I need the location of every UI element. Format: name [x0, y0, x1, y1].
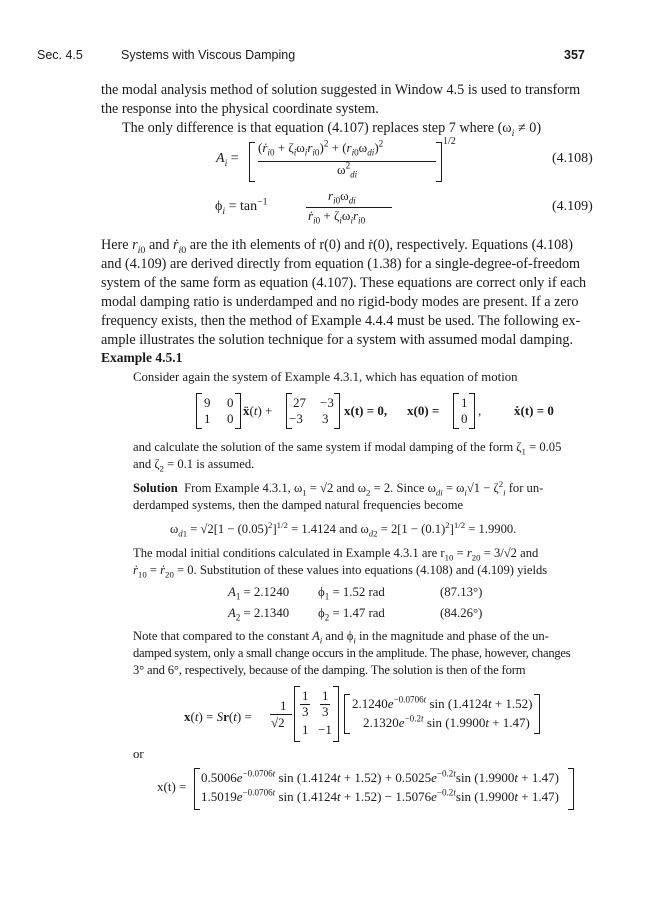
S-31: 1: [302, 722, 309, 737]
mass-matrix-bracket-left: [196, 393, 202, 429]
para1-line-1: Here $r_{i0}$ and ṙ$_{i0}$ are the ith elements of r(0) and ṙ(0), respectively. Equations (4.108): [101, 237, 573, 256]
equation-4-109: $\phi_i = \tan^{-1}$: [215, 196, 268, 217]
or-label: or: [133, 747, 144, 761]
intro-line-3: The only difference is that equation (4.107) replaces step 7 where $(\omega_i \ne 0)$: [122, 120, 542, 139]
xdot0: ẋ(t) = 0: [514, 403, 554, 418]
stiffness-bracket-right: [334, 393, 340, 429]
S-22: 3: [322, 704, 329, 719]
bracket-left: [249, 142, 255, 182]
xt-lhs: x(t) = Sr(t) =: [184, 709, 252, 724]
result-deg1: (87.13°): [440, 585, 483, 599]
calc-line-1: and calculate the solution of the same system if modal damping of the form $\zeta_1 = 0.05$: [133, 440, 562, 457]
page-number: 357: [564, 48, 585, 62]
S-21: 3: [302, 704, 309, 719]
mass-matrix-22: 0: [227, 411, 234, 426]
equation-number-4-108: (4.108): [552, 151, 593, 166]
intro-line-1: the modal analysis method of solution suggested in Window 4.5 is used to transform: [101, 82, 581, 98]
equation-number-4-109: (4.109): [552, 199, 593, 214]
S-12: 1: [322, 688, 329, 703]
modal-line-2: ṙ$_{10}$ = ṙ$_{20}$ = 0. Substitution of these values into equations (4.108) and (4.109) yields: [133, 563, 548, 580]
para1-line-6: ample illustrates the solution technique for a system with assumed modal damping.: [101, 332, 574, 348]
example-heading: Example 4.5.1: [101, 350, 183, 365]
S-11: 1: [302, 688, 309, 703]
eq-4-109-numerator: $r_{i0}\omega_{di}$: [328, 188, 356, 206]
equation-4-108: $A_i$ =: [216, 151, 239, 169]
intro-line-2: the response into the physical coordinate system.: [101, 101, 379, 117]
x0-bracket-left: [453, 393, 459, 429]
x0-label: x(0) =: [407, 403, 440, 418]
section-label: Sec. 4.5: [37, 48, 83, 62]
eq-4-108-numerator: (ṙ$_{i0}$ + $\zeta_i\omega_ir_{i0})^2 + (r_{i0}\omega_{di})^2$: [258, 138, 384, 158]
stiffness-11: 27: [293, 395, 306, 410]
stiffness-22: 3: [322, 411, 329, 426]
stiffness-21: −3: [289, 411, 303, 426]
mass-matrix-12: 0: [227, 395, 234, 410]
damped-frequencies: $\omega_{d1} = √2[1 - (0.05)^2]^{1/2} = 1.4124$ and $\omega_{d2} = 2[1 - (0.1)^2]^{1/2} = 1.9900$.: [170, 519, 517, 539]
S-bracket-left: [294, 686, 300, 742]
note-line-2: damped system, only a small change occurs in the amplitude. The phase, however, changes: [133, 646, 571, 660]
result-deg2: (84.26°): [440, 606, 483, 620]
eq-4-108-denominator: $\omega^2_{di}$: [337, 160, 358, 180]
mass-matrix-bracket-right: [235, 393, 241, 429]
solution-line-2: derdamped systems, then the damped natural frequencies become: [133, 498, 464, 512]
final-x-lhs: x(t) =: [157, 779, 187, 794]
rt-2: $2.1320e^{-0.2t}$ sin (1.9900t + 1.47): [363, 713, 530, 730]
S-32: −1: [318, 722, 332, 737]
note-line-3: 3° and 6°, respectively, because of the damping. The solution is then of the form: [133, 663, 526, 677]
final-x2: $1.5019e^{-0.0706t}$ $\sin (1.4124t + 1.52) - 1.5076e^{-0.2t}\sin$ (1.9900t + 1.47): [201, 787, 559, 804]
modal-line-1: The modal initial conditions calculated in Example 4.3.1 are $r_{10} = r_{20} = 3/√2$ and: [133, 546, 539, 563]
eom-equals-zero: x(t) = 0,: [344, 403, 388, 418]
result-A1: $A_1 = 2.1240$: [228, 585, 290, 602]
note-line-1: Note that compared to the constant $A_i$ and $\phi_i$ in the magnitude and phase of the un-: [133, 629, 549, 646]
para1-line-2: and (4.109) are derived directly from equation (1.38) for a single-degree-of-freedom: [101, 256, 581, 272]
result-phi1: $\phi_1 = 1.52$ rad: [318, 585, 385, 602]
para1-line-5: frequency exists, then the method of Example 4.4.4 must be used. The following ex-: [101, 313, 581, 329]
mass-matrix-11: 9: [204, 395, 211, 410]
result-A2: $A_2 = 2.1340$: [228, 606, 290, 623]
solution-line-1: Solution From Example 4.3.1, $\omega_1 = √2$ and $\omega_2 = 2$. Since $\omega_{di} = \omega_i√1 - \zeta^2_i$ for un-: [133, 478, 544, 498]
x0-2: 0: [461, 411, 468, 426]
calc-line-2: and $\zeta_2 = 0.1$ is assumed.: [133, 457, 255, 474]
example-consider: Consider again the system of Example 4.3.1, which has equation of motion: [133, 370, 518, 384]
x0-1: 1: [461, 395, 468, 410]
para1-line-4: modal damping ratio is underdamped and no rigid-body modes are present. If a zero: [101, 294, 579, 310]
rt-1: $2.1240e^{-0.0706t}$ sin (1.4124t + 1.52): [352, 694, 533, 711]
para1-line-3: system of the same form as equation (4.107). These equations are correct only if each: [101, 275, 587, 291]
rt-bracket-right: [534, 694, 540, 734]
rt-bracket-left: [344, 694, 350, 734]
mass-matrix-21: 1: [204, 411, 211, 426]
result-phi2: $\phi_2 = 1.47$ rad: [318, 606, 385, 623]
eq-4-109-denominator: ṙ$_{i0}$ + $\zeta_i\omega_ir_{i0}$: [308, 208, 366, 226]
final-bracket-right: [568, 768, 574, 810]
final-x1: $0.5006e^{-0.0706t}$ $\sin (1.4124t + 1.52) + 0.5025e^{-0.2t}\sin$ (1.9900t + 1.47): [201, 768, 559, 785]
bracket-right: [436, 142, 442, 182]
x0-bracket-right: [469, 393, 475, 429]
stiffness-12: −3: [320, 395, 334, 410]
final-bracket-left: [194, 768, 200, 810]
S-bracket-right: [333, 686, 339, 742]
running-title: Systems with Viscous Damping: [121, 48, 296, 62]
eq-4-108-power: 1/2: [443, 136, 456, 147]
eom-xddot: ẍ(t) +: [243, 403, 273, 418]
